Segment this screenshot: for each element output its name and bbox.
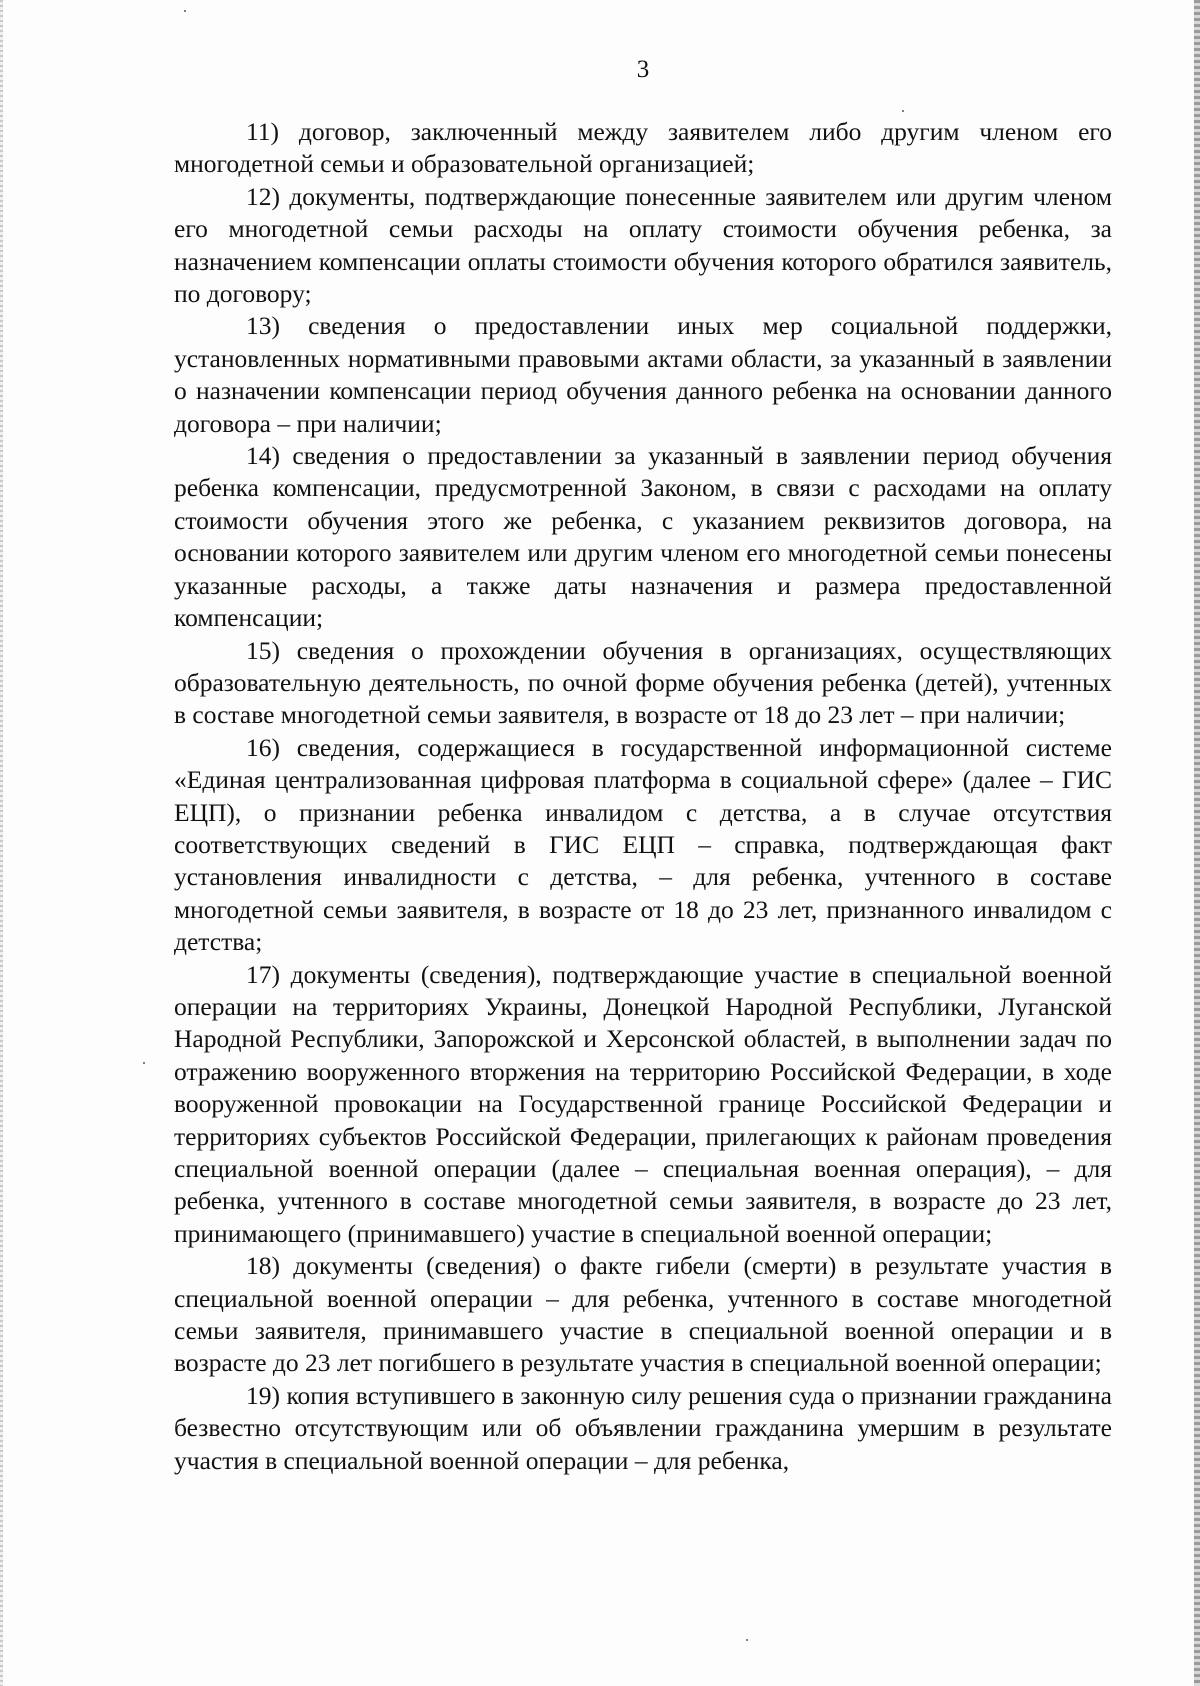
paragraph-item-11: 11) договор, заключенный между заявителем либо другим членом его многодетной семьи и образовательной организацией;	[174, 117, 1112, 179]
scan-speck	[184, 10, 186, 12]
document-body	[174, 116, 1112, 1477]
paragraph-item-19: 19) копия вступившего в законную силу решения суда о признании гражданина безвестно отсутствующим или об объявлении гражданина умершим в результате участия в специальной военной операции – для ребенка,	[174, 1380, 1112, 1475]
scan-speck	[746, 1639, 748, 1641]
scan-edge-left	[0, 0, 3, 1686]
page-number: 3	[636, 56, 650, 83]
scan-speck	[902, 110, 904, 112]
paragraph-item-12: 12) документы, подтверждающие понесенные заявителем или другим членом его многодетной семьи расходы на оплату стоимости обучения ребенка, за назначением компенсации оплаты стоимости обучения которого обратился заявитель, по договору;	[174, 181, 1112, 309]
paragraph-item-18: 18) документы (сведения) о факте гибели (смерти) в результате участия в специальной военной операции – для ребенка, учтенного в составе многодетной семьи заявителя, принимавшего участие в специальной военной операции и в возрасте до 23 лет погибшего в результате участия в специальной военной операции;	[174, 1251, 1112, 1378]
scan-edge-right	[1194, 0, 1200, 1686]
paragraph-item-17: 17) документы (сведения), подтверждающие участие в специальной военной операции на территориях Украины, Донецкой Народной Республики, Луганской Народной Республики, Запорожской и Херсонской областей, в выполнении задач по отражению вооруженного вторжения на территорию Российской Федерации, в ходе вооруженной провокации на Государственной границе Российской Федерации и территориях субъектов Российской Федерации, прилегающих к районам проведения специальной военной операции (далее – специальная военная операция), – для ребенка, учтенного в составе многодетной семьи заявителя, в возрасте до 23 лет, принимающего (принимавшего) участие в специальной военной операции;	[174, 959, 1112, 1248]
paragraph-item-13: 13) сведения о предоставлении иных мер социальной поддержки, установленных нормативными правовыми актами области, за указанный в заявлении о назначении компенсации период обучения данного ребенка на основании данного договора – при наличии;	[174, 311, 1112, 438]
paragraph-item-15: 15) сведения о прохождении обучения в организациях, осуществляющих образовательную деятельность, по очной форме обучения ребенка (детей), учтенных в составе многодетной семьи заявителя, в возрасте от 18 до 23 лет – при наличии;	[174, 635, 1112, 730]
paragraph-item-16: 16) сведения, содержащиеся в государственной информационной системе «Единая централизованная цифровая платформа в социальной сфере» (далее – ГИС ЕЦП), о признании ребенка инвалидом с детства, а в случае отсутствия соответствующих сведений в ГИС ЕЦП – справка, подтверждающая факт установления инвалидности с детства, – для ребенка, учтенного в составе многодетной семьи заявителя, в возрасте от 18 до 23 лет, признанного инвалидом с детства;	[174, 732, 1112, 957]
paragraph-item-14: 14) сведения о предоставлении за указанный в заявлении период обучения ребенка компенсации, предусмотренной Законом, в связи с расходами на оплату стоимости обучения этого же ребенка, с указанием реквизитов договора, на основании которого заявителем или другим членом его многодетной семьи понесены указанные расходы, а также даты назначения и размера предоставленной компенсации;	[174, 441, 1112, 633]
scan-speck	[143, 1062, 145, 1064]
